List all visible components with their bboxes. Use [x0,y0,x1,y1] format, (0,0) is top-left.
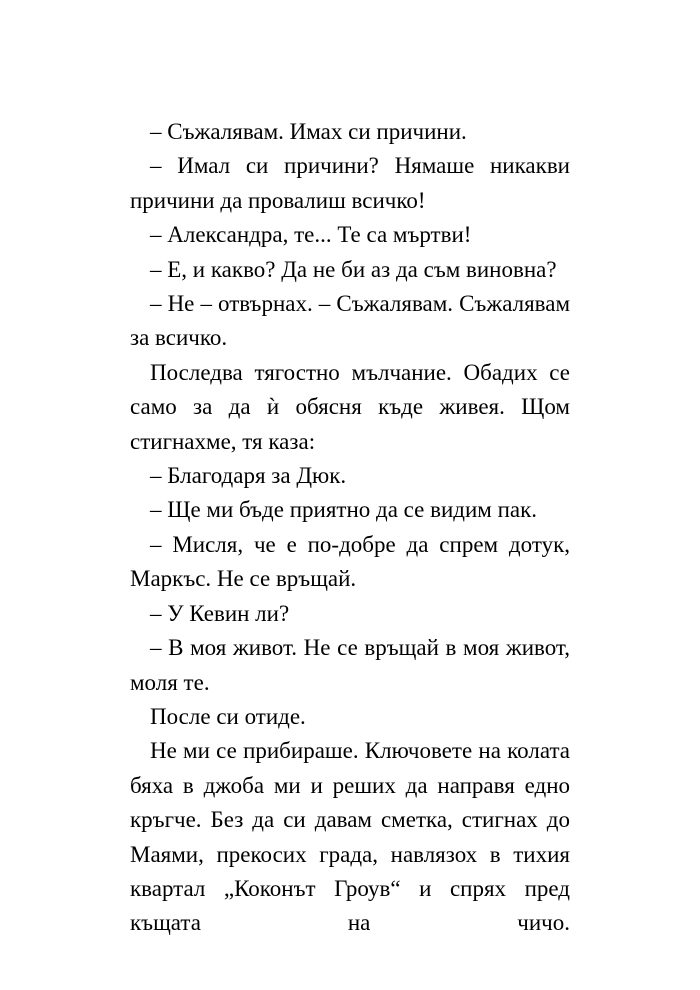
paragraph-2: – Имал си причини? Нямаше никакви причини да провалиш всичко! [130,153,570,213]
paragraph-7: – Благодаря за Дюк. [150,463,347,489]
paragraph-5: – Не – отвърнах. – Съжалявам. Съжалявам за всичко. [130,291,570,351]
paragraph-11: – В моя живот. Не се връщай в моя живот, моля те. [130,635,570,695]
page-text [130,115,570,941]
paragraph-6: Последва тягостно мълчание. Обадих се само за да ѝ обясня къде живея. Щом стигнахме, тя каза: [130,359,570,454]
paragraph-9: – Мисля, че е по-добре да спрем дотук, Маркъс. Не се връщай. [130,531,570,592]
paragraph-8: – Ще ми бъде приятно да се видим пак. [150,497,538,523]
paragraph-10: – У Кевин ли? [150,600,290,626]
paragraph-13: Не ми се прибираше. Ключовете на колата бяха в джоба ми и реших да направя едно кръгче. Без да си давам сметка, стигнах до Маями, прекосих града, навлязох в тихия квартал „Коконът Гроув“ и спрях пред къщата на чичо. [130,738,570,936]
paragraph-1: – Съжалявам. Имах си причини. [150,119,467,144]
paragraph-4: – Е, и какво? Да не би аз да съм виновна? [150,256,557,282]
paragraph-12: После си отиде. [150,703,306,729]
paragraph-3: – Александра, те... Те са мъртви! [150,222,472,248]
